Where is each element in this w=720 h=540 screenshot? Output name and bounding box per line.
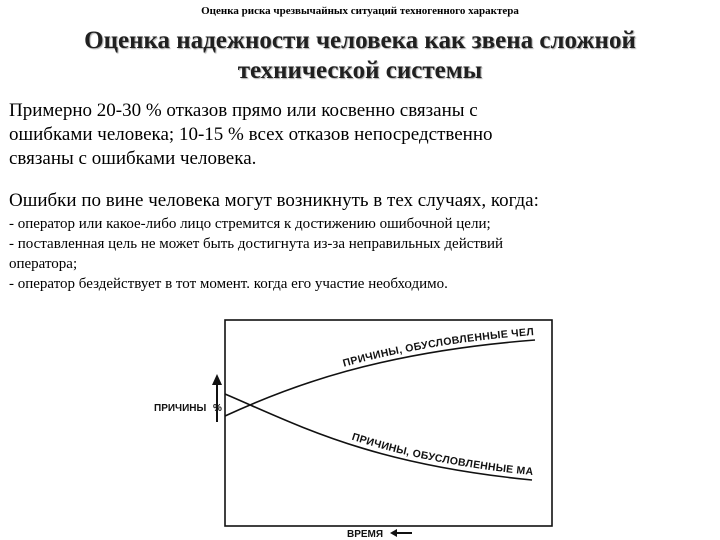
paragraph-line: ошибками человека; 10-15 % всех отказов непосредственно <box>9 124 493 145</box>
human-error-intro: Ошибки по вине человека могут возникнуть в тех случаях, когда: <box>9 190 539 211</box>
list-item: - оператор или какое-либо лицо стремится к достижению ошибочной цели; <box>9 216 491 232</box>
y-axis-label: ПРИЧИНЫ <box>154 403 207 414</box>
list-item: оператора; <box>9 256 78 272</box>
list-item: - поставленная цель не может быть достигнута из-за неправильных действий <box>9 236 504 252</box>
paragraph-line: связаны с ошибками человека. <box>9 148 257 169</box>
course-header: Оценка риска чрезвычайных ситуаций техногенного характера <box>201 5 519 17</box>
x-axis-arrow-head <box>390 529 397 537</box>
slide-title <box>0 26 720 86</box>
x-axis-label: ВРЕМЯ <box>347 529 384 540</box>
y-axis-unit: % <box>213 403 222 414</box>
paragraph-line: Примерно 20-30 % отказов прямо или косвенно связаны с <box>9 100 478 121</box>
reliability-figure <box>140 314 560 540</box>
y-axis-arrow-head <box>212 374 222 385</box>
slide-title-line-1: Оценка надежности человека как звена сложной <box>84 27 636 54</box>
failure-statistics-paragraph <box>9 99 709 171</box>
slide-title-line-2: технической системы <box>237 57 483 84</box>
list-item: - оператор бездействует в тот момент. когда его участие необходимо. <box>9 276 448 292</box>
machine-causes-curve-label-text: ПРИЧИНЫ, ОБУСЛОВЛЕННЫЕ МА <box>350 430 534 479</box>
reliability-figure-svg <box>140 314 560 540</box>
error-cases-list <box>9 214 709 294</box>
human-causes-curve-label-text: ПРИЧИНЫ, ОБУСЛОВЛЕННЫЕ ЧЕЛ <box>341 326 535 370</box>
human-causes-curve-label <box>140 314 535 370</box>
